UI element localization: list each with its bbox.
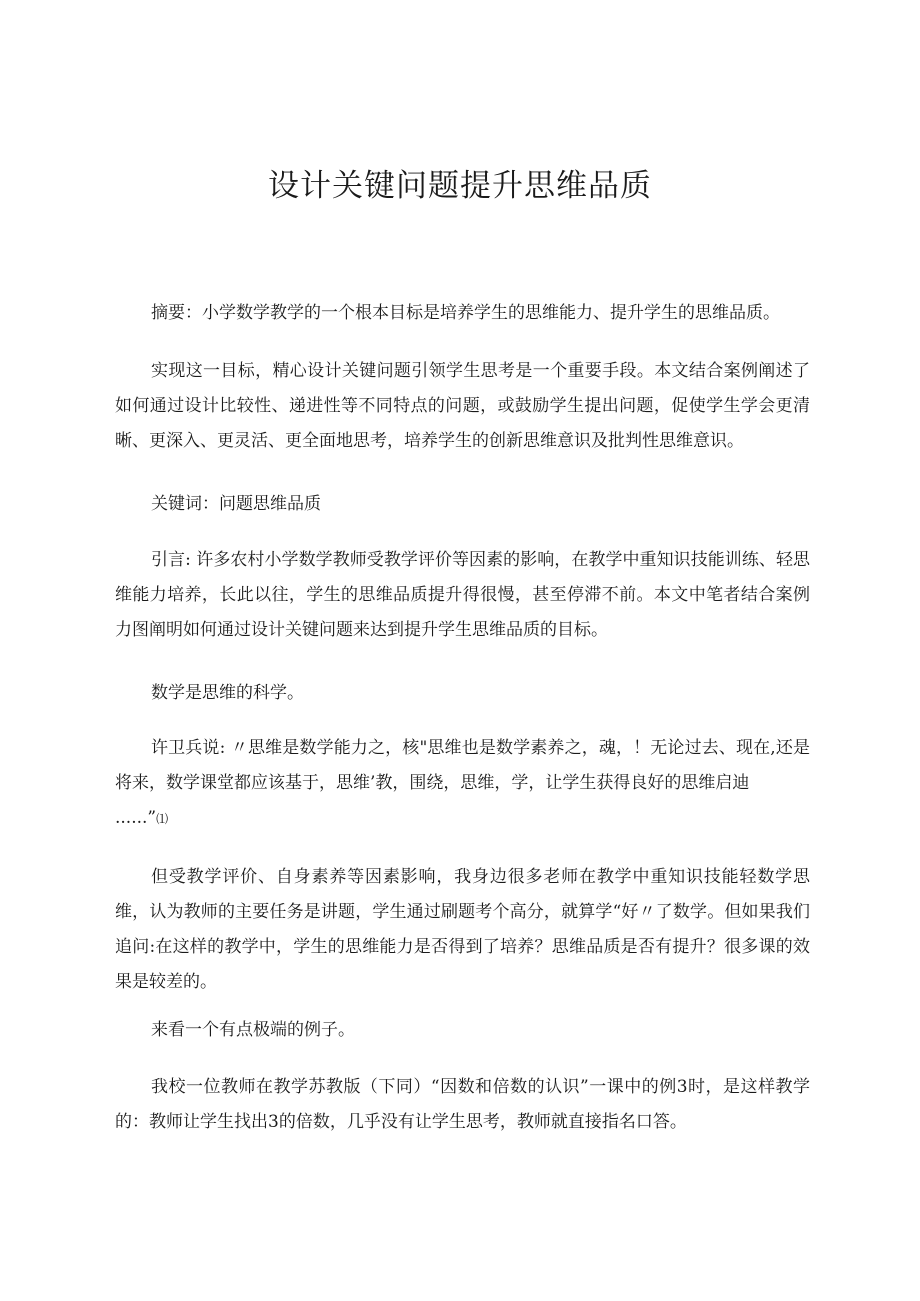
example-intro-paragraph: 来看一个有点极端的例子。 [151, 1020, 355, 1040]
teaching-issue-paragraph: 但受教学评价、自身素养等因素影响，我身边很多老师在教学中重知识技能轻数学思维，认为教师的主要任务是讲题，学生通过刷题考个高分，就算学“好〃了数学。但如果我们追问:在这样的教学中，学生的思维能力是否得到了培养？思维品质是否有提升？很多课的效果是较差的。 [115, 867, 810, 992]
introduction-paragraph: 引言: 许多农村小学数学教师受教学评价等因素的影响，在教学中重知识技能训练、轻思维能力培养，长此以往，学生的思维品质提升得很慢，甚至停滞不前。本文中笔者结合案例力图阐明如何通过设计关键问题来达到提升学生思维品质的目标。 [115, 550, 810, 640]
keywords-paragraph: 关键词：问题思维品质 [151, 494, 321, 514]
abstract-paragraph: 摘要：小学数学教学的一个根本目标是培养学生的思维能力、提升学生的思维品质。 [151, 303, 780, 323]
example-paragraph: 我校一位教师在教学苏教版（下同）“因数和倍数的认识”一课中的例3时，是这样教学的：教师让学生找出3的倍数，几乎没有让学生思考，教师就直接指名口答。 [115, 1077, 810, 1132]
abstract-continuation-paragraph: 实现这一目标，精心设计关键问题引领学生思考是一个重要手段。本文结合案例阐述了如何通过设计比较性、递进性等不同特点的问题，或鼓励学生提出问题，促使学生学会更清晰、更深入、更灵活、更全面地思考，培养学生的创新思维意识及批判性思维意识。 [115, 361, 810, 451]
quote-paragraph: 许卫兵说: 〃思维是数学能力之，核"思维也是数学素养之，魂，！无论过去、现在,还是将来，数学课堂都应该基于，思维’教，围绕，思维，学，让学生获得良好的思维启迪 [115, 738, 810, 793]
quote-ending: ......” [115, 808, 157, 828]
quote-tail [115, 801, 810, 837]
document-title: 设计关键问题提升思维品质 [268, 168, 652, 204]
math-thinking-paragraph: 数学是思维的科学。 [151, 683, 304, 703]
citation-marker: ⑴ [156, 812, 169, 826]
